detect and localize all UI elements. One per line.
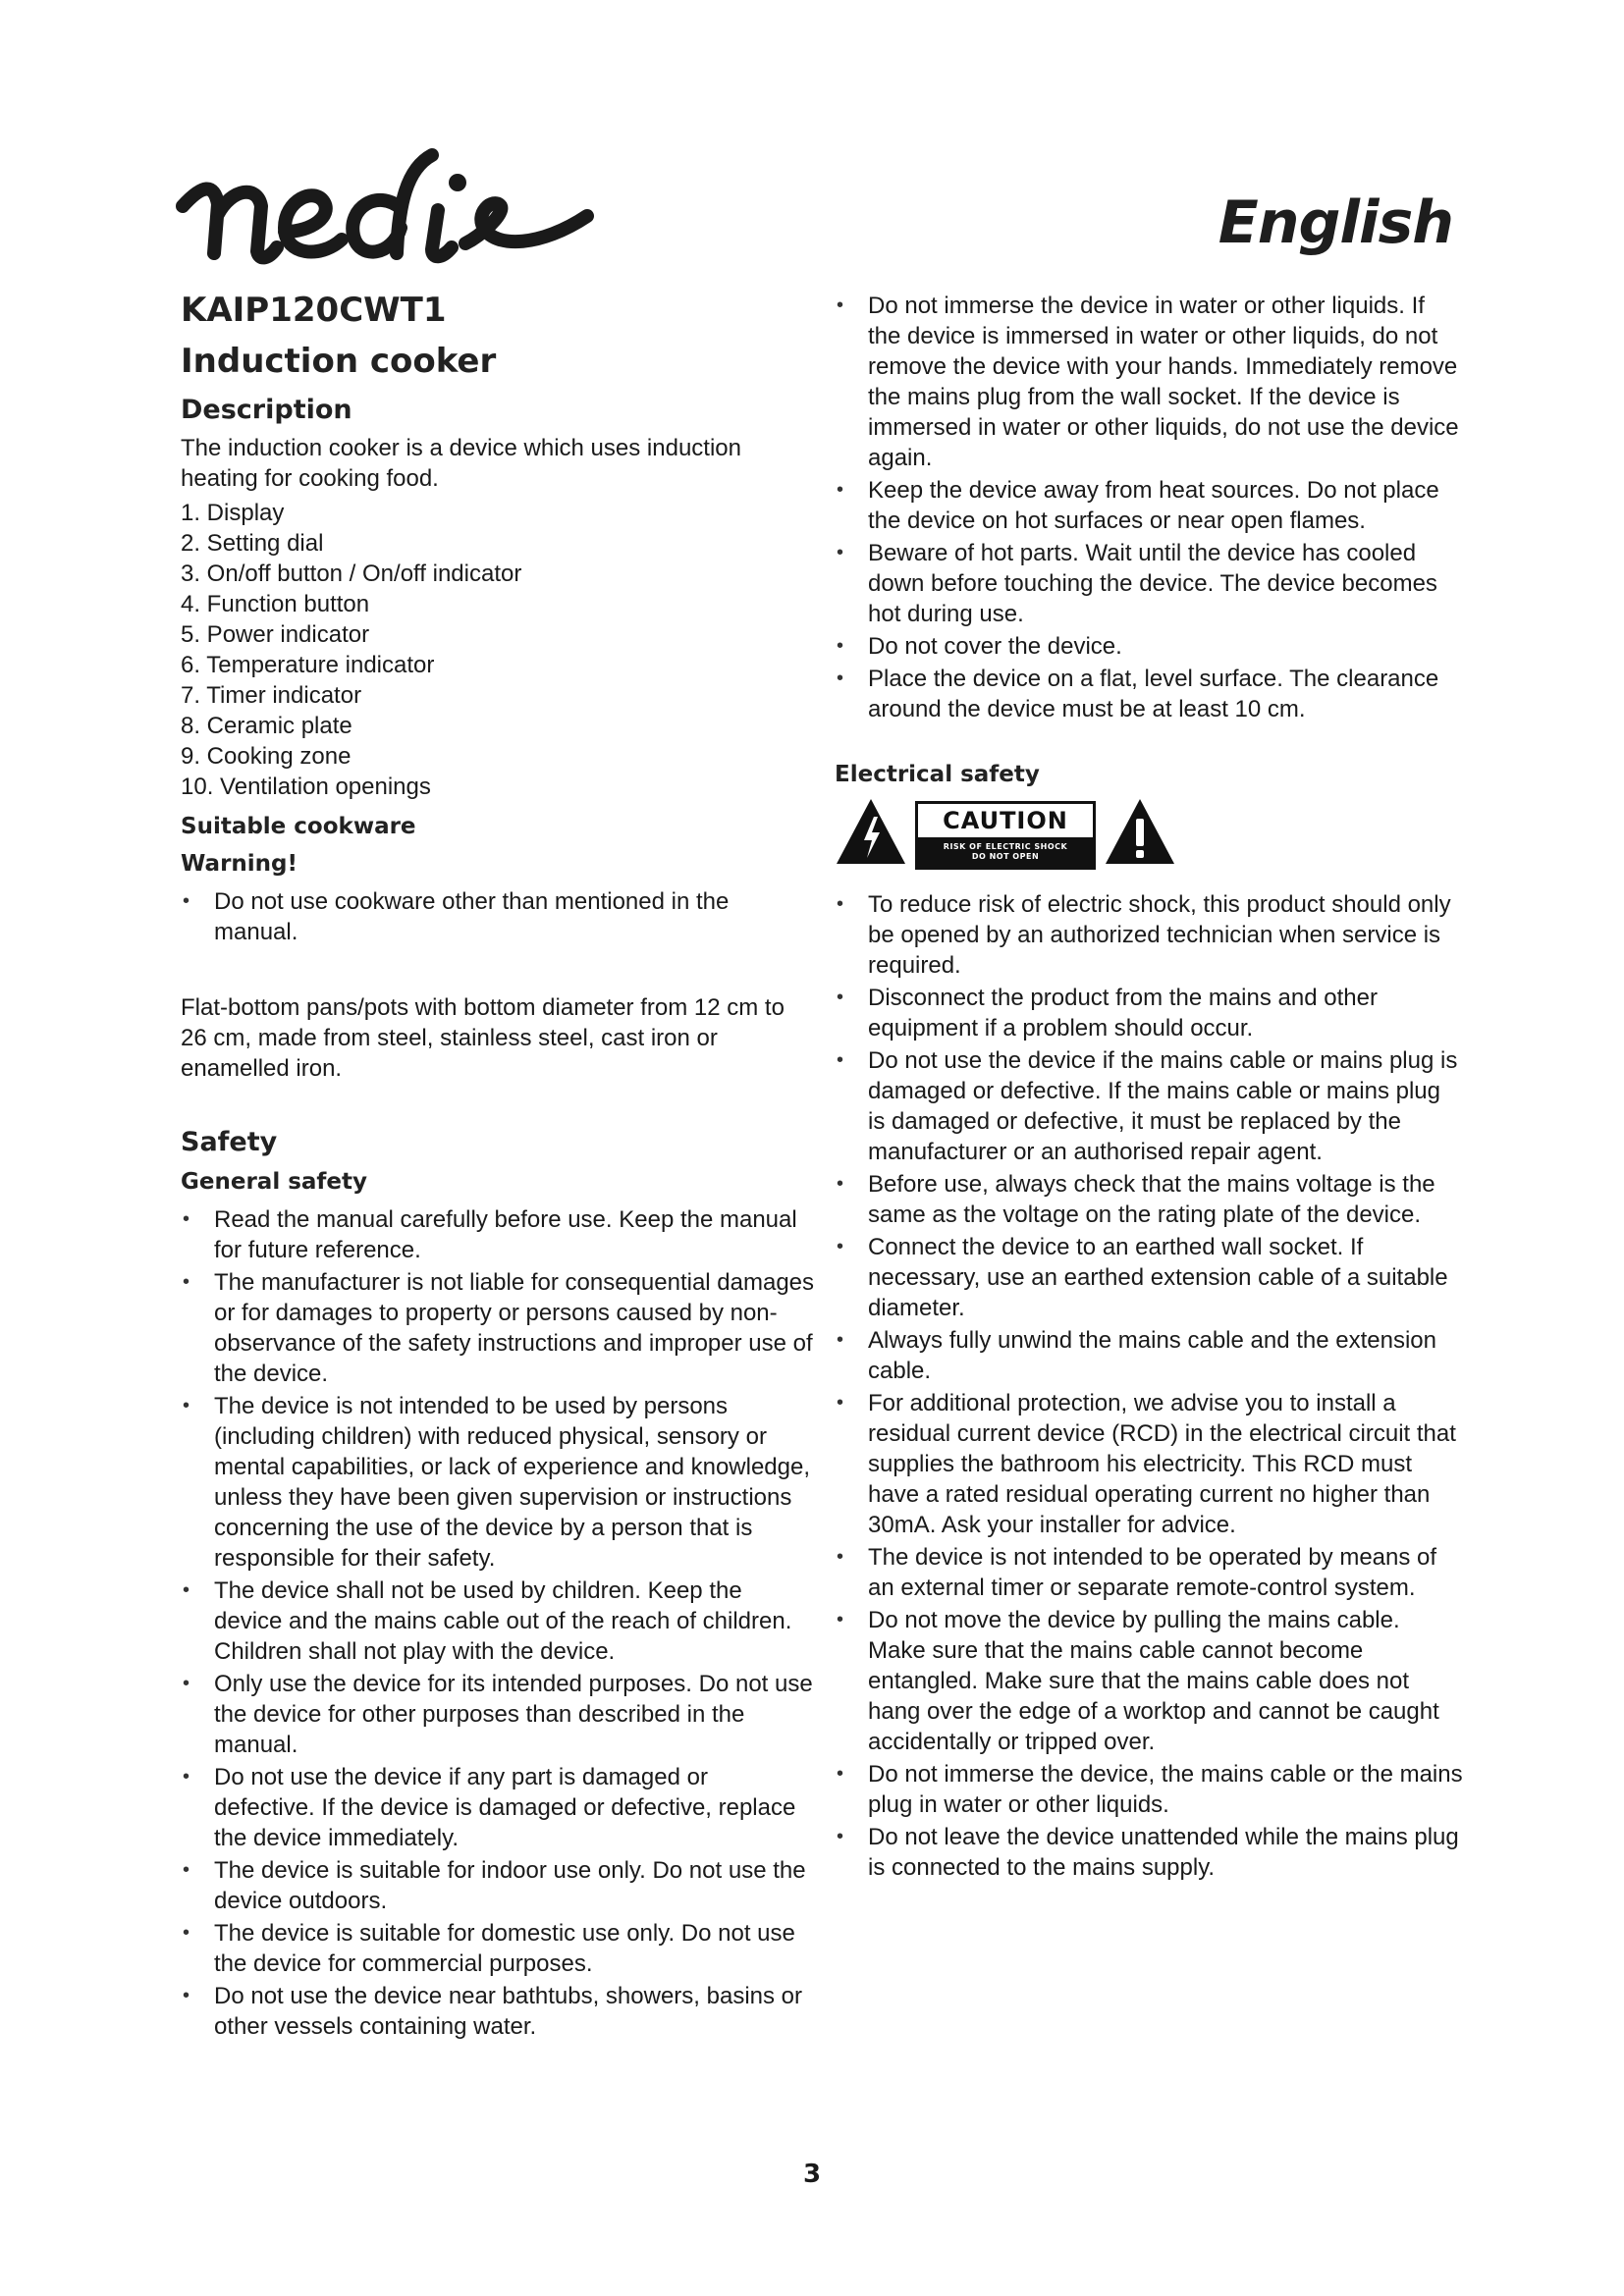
warning-heading: Warning! <box>181 851 298 877</box>
parts-list-item: 4. Function button <box>181 591 370 617</box>
model-number: KAIP120CWT1 <box>181 291 447 330</box>
safety-item: • The device shall not be used by children. Keep the device and the mains cable out of the reach of children. Children shall not play with the device. <box>181 1575 815 1667</box>
product-title: Induction cooker <box>181 342 497 381</box>
warning-list <box>181 886 815 947</box>
safety-item: • Keep the device away from heat sources. Do not place the device on hot surfaces or near open flames. <box>835 475 1463 536</box>
right-column <box>835 291 1463 1885</box>
electric-shock-warning-icon <box>835 797 907 866</box>
parts-list-item: 8. Ceramic plate <box>181 713 352 739</box>
caution-title: CAUTION <box>943 807 1068 834</box>
description-text: The induction cooker is a device which uses induction heating for cooking food. <box>181 435 741 492</box>
electrical-item: • Do not use the device if the mains cable or mains plug is damaged or defective. If the mains cable or mains plug is damaged or defective, it must be replaced by the manufacturer or an authorised repair agent. <box>835 1045 1463 1167</box>
safety-item: • Do not use the device if any part is damaged or defective. If the device is damaged or defective, replace the device immediately. <box>181 1762 815 1853</box>
parts-list-item: 10. Ventilation openings <box>181 774 431 800</box>
general-safety-heading: General safety <box>181 1169 368 1195</box>
safety-item: • Beware of hot parts. Wait until the device has cooled down before touching the device. The device becomes hot during use. <box>835 538 1463 629</box>
safety-item: • The device is suitable for domestic use only. Do not use the device for commercial purposes. <box>181 1918 815 1979</box>
electrical-safety-list <box>835 889 1463 1883</box>
electrical-item: • Do not immerse the device, the mains cable or the mains plug in water or other liquids. <box>835 1759 1463 1820</box>
electrical-item: • To reduce risk of electric shock, this product should only be opened by an authorized technician when service is required. <box>835 889 1463 981</box>
parts-list-item: 6. Temperature indicator <box>181 652 435 678</box>
language-label: English <box>1218 188 1453 257</box>
parts-list-item: 9. Cooking zone <box>181 743 352 770</box>
electrical-item: • Do not move the device by pulling the mains cable. Make sure that the mains cable cannot become entangled. Make sure that the mains cable does not hang over the edge of a worktop and cannot be caught accidentally or tripped over. <box>835 1605 1463 1757</box>
safety-item: • Read the manual carefully before use. Keep the manual for future reference. <box>181 1204 815 1265</box>
parts-list-item: 3. On/off button / On/off indicator <box>181 561 522 587</box>
electrical-item: • Always fully unwind the mains cable and the extension cable. <box>835 1325 1463 1386</box>
safety-item: • Do not use the device near bathtubs, showers, basins or other vessels containing water. <box>181 1981 815 2042</box>
parts-list-item: 1. Display <box>181 500 285 526</box>
electrical-item: • For additional protection, we advise you to install a residual current device (RCD) in the electrical circuit that supplies the bathroom his electricity. This RCD must have a rated residual operating current no higher than 30mA. Ask your installer for advice. <box>835 1388 1463 1540</box>
electrical-item: • Disconnect the product from the mains and other equipment if a problem should occur. <box>835 983 1463 1043</box>
warning-item: • Do not use cookware other than mentioned in the manual. <box>181 886 815 947</box>
caution-line-1: RISK OF ELECTRIC SHOCK <box>943 842 1068 851</box>
safety-item: • Place the device on a flat, level surface. The clearance around the device must be at least 10 cm. <box>835 664 1463 724</box>
safety-heading: Safety <box>181 1127 278 1157</box>
caution-line-2: DO NOT OPEN <box>971 852 1040 861</box>
safety-item: • Do not immerse the device in water or other liquids. If the device is immersed in water or other liquids, do not remove the device with your hands. Immediately remove the mains plug from the wall socket. If the device is immersed in water or other liquids, do not use the device again. <box>835 291 1463 473</box>
parts-list-item: 7. Timer indicator <box>181 682 362 709</box>
parts-list <box>181 498 815 802</box>
electrical-item: • Before use, always check that the mains voltage is the same as the voltage on the rating plate of the device. <box>835 1169 1463 1230</box>
caution-box <box>915 801 1096 870</box>
nedis-logo <box>175 145 636 283</box>
description-heading: Description <box>181 395 352 425</box>
general-safety-list <box>181 1204 815 2042</box>
cookware-heading: Suitable cookware <box>181 814 416 839</box>
electrical-safety-heading: Electrical safety <box>835 762 1040 787</box>
electrical-item: • Connect the device to an earthed wall socket. If necessary, use an earthed extension cable of a suitable diameter. <box>835 1232 1463 1323</box>
electrical-item: • The device is not intended to be operated by means of an external timer or separate remote-control system. <box>835 1542 1463 1603</box>
caution-label <box>835 797 1463 870</box>
cookware-text: Flat-bottom pans/pots with bottom diameter from 12 cm to 26 cm, made from steel, stainless steel, cast iron or enamelled iron. <box>181 994 785 1082</box>
left-column <box>181 291 815 2044</box>
parts-list-item: 5. Power indicator <box>181 621 370 648</box>
safety-item: • The manufacturer is not liable for consequential damages or for damages to property or persons caused by non-observance of the safety instructions and improper use of the device. <box>181 1267 815 1389</box>
safety-item: • Do not cover the device. <box>835 631 1463 662</box>
safety-item: • The device is suitable for indoor use only. Do not use the device outdoors. <box>181 1855 815 1916</box>
general-safety-list-continued <box>835 291 1463 724</box>
exclamation-warning-icon <box>1104 797 1176 866</box>
safety-item: • Only use the device for its intended purposes. Do not use the device for other purposes than described in the manual. <box>181 1669 815 1760</box>
electrical-item: • Do not leave the device unattended while the mains plug is connected to the mains supply. <box>835 1822 1463 1883</box>
page-number: 3 <box>802 2160 822 2189</box>
safety-item: • The device is not intended to be used by persons (including children) with reduced physical, sensory or mental capabilities, or lack of experience and knowledge, unless they have been given supervision or instructions concerning the use of the device by a person that is responsible for their safety. <box>181 1391 815 1574</box>
parts-list-item: 2. Setting dial <box>181 530 324 557</box>
